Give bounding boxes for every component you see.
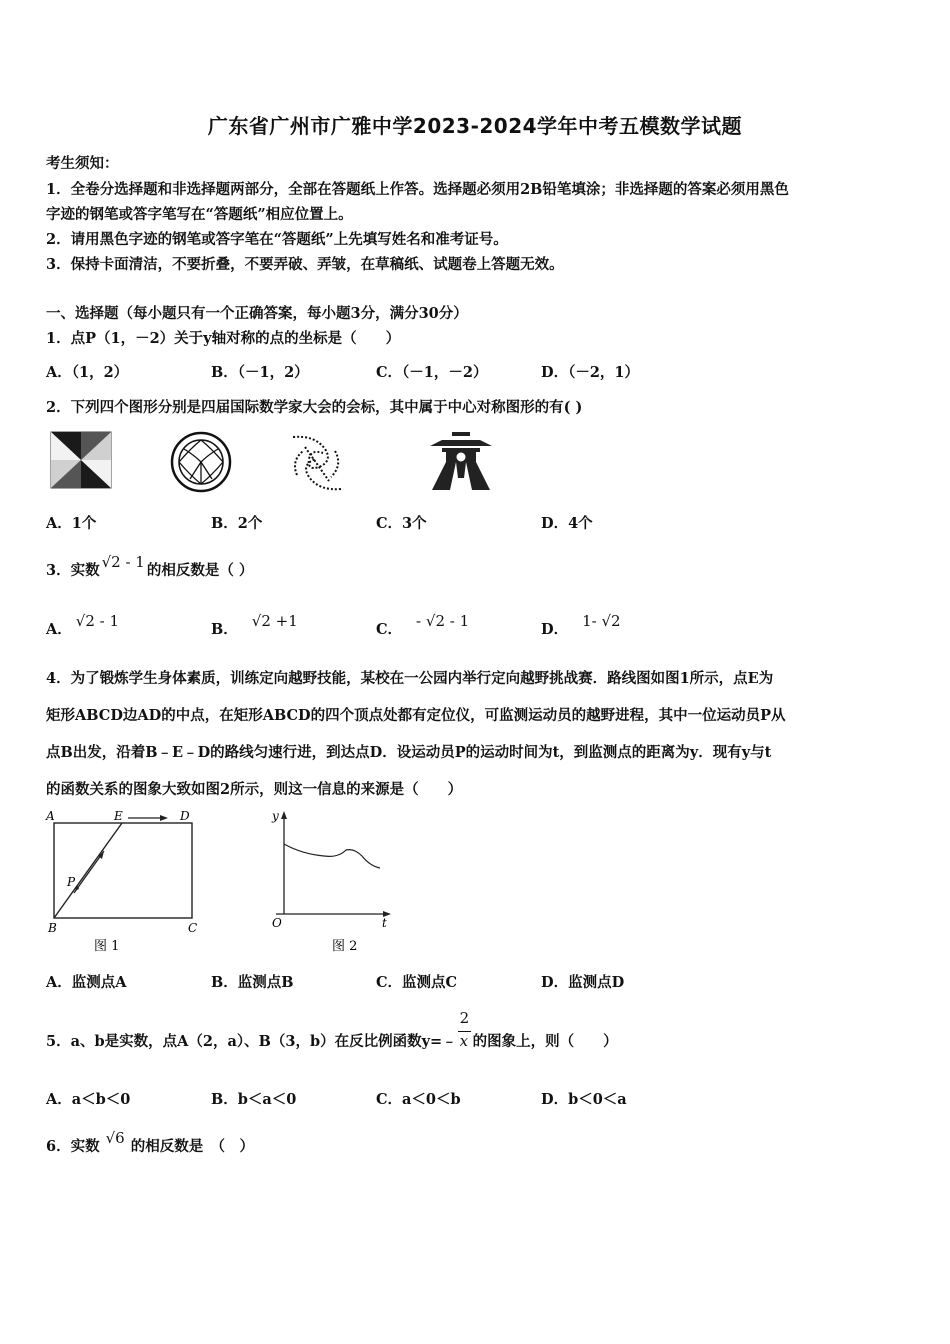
logo-1-pinwheel	[50, 431, 112, 489]
fig1-label-c: C	[188, 921, 198, 935]
q3-option-d-expression: 1- √2	[582, 612, 621, 630]
q4-option-c: C．监测点C	[376, 974, 458, 991]
fig1-label-e: E	[114, 809, 123, 823]
q3-stem-pre: 3．实数	[46, 562, 100, 579]
fig1-label-b: B	[48, 921, 57, 935]
logo-4-pagoda	[428, 432, 494, 494]
notice-item-1b: 字迹的钢笔或答字笔写在“答题纸”相应位置上。	[46, 206, 353, 223]
q4-line-2: 矩形ABCD边AD的中点，在矩形ABCD的四个顶点处都有定位仪，可监测运动员的越野进程，其中一位运动员P从	[46, 707, 786, 724]
q2-option-c: C．3个	[376, 515, 427, 532]
q4-option-b: B．监测点B	[211, 974, 294, 991]
fig2-label-t: t	[382, 916, 387, 930]
q3-stem-expression: √2 - 1	[101, 553, 145, 571]
q2-stem: 2．下列四个图形分别是四届国际数学家大会的会标，其中属于中心对称图形的有( )	[46, 399, 583, 416]
q2-option-a: A．1个	[46, 515, 97, 532]
q5-option-c: C．a＜0＜b	[376, 1091, 461, 1108]
fig2-caption: 图 2	[332, 939, 358, 954]
q1-stem: 1．点P（1，－2）关于y轴对称的点的坐标是（ ）	[46, 330, 401, 347]
q5-stem-post: 的图象上，则（ ）	[472, 1033, 618, 1050]
fig1-label-p: P	[67, 875, 76, 889]
q3-stem	[46, 553, 254, 580]
q5-option-a: A．a＜b＜0	[46, 1091, 131, 1108]
q3-option-c	[376, 612, 470, 639]
q3-option-b-label: B．	[211, 621, 238, 638]
fig1-label-a: A	[46, 809, 55, 823]
logo-2-circle	[170, 431, 232, 493]
q6-stem-pre: 6．实数	[46, 1138, 100, 1155]
q5-option-d: D．b＜0＜a	[541, 1091, 627, 1108]
q3-stem-post: 的相反数是（ ）	[146, 562, 254, 579]
q3-option-a-label: A．	[46, 621, 72, 638]
fig1-caption: 图 1	[94, 939, 120, 954]
q3-option-d	[541, 612, 621, 639]
q3-option-d-label: D．	[541, 621, 569, 638]
q4-line-3: 点B出发，沿着B﹣E﹣D的路线匀速行进，到达点D．设运动员P的运动时间为t，到监测点的距离为y．现有y与t	[46, 744, 772, 761]
notice-item-1a: 1．全卷分选择题和非选择题两部分，全部在答题纸上作答。选择题必须用2B铅笔填涂；非选择题的答案必须用黑色	[46, 181, 789, 198]
q3-option-a	[46, 612, 120, 639]
fig2-label-o: O	[272, 916, 282, 930]
q5-fraction-numerator: 2	[459, 1009, 470, 1027]
q2-option-d: D．4个	[541, 515, 593, 532]
q1-option-d: D．（－2，1）	[541, 364, 640, 381]
q3-option-b-expression: √2 +1	[251, 612, 298, 630]
q4-line-4: 的函数关系的图象大致如图2所示，则这一信息的来源是（ ）	[46, 781, 463, 798]
q6-stem	[46, 1129, 254, 1156]
q1-option-c: C．（－1，－2）	[376, 364, 488, 381]
q5-option-b: B．b＜a＜0	[211, 1091, 297, 1108]
q2-option-b: B．2个	[211, 515, 263, 532]
fig1-label-d: D	[180, 809, 190, 823]
notice-item-2: 2．请用黑色字迹的钢笔或答字笔在“答题纸”上先填写姓名和准考证号。	[46, 231, 508, 248]
logo-3-dotted-spiral	[285, 431, 349, 495]
q3-option-a-expression: √2 - 1	[75, 612, 120, 630]
q1-option-b: B．（－1，2）	[211, 364, 309, 381]
notice-item-3: 3．保持卡面清洁，不要折叠，不要弄破、弄皱，在草稿纸、试题卷上答题无效。	[46, 256, 564, 273]
q4-option-a: A．监测点A	[46, 974, 127, 991]
fig2-label-y: y	[272, 809, 279, 823]
q3-option-c-label: C．	[376, 621, 403, 638]
section-heading: 一、选择题（每小题只有一个正确答案，每小题3分，满分30分）	[46, 305, 468, 322]
notice-heading: 考生须知：	[46, 155, 119, 172]
q6-stem-expression: √6	[105, 1129, 125, 1147]
page-title: 广东省广州市广雅中学2023-2024学年中考五模数学试题	[207, 114, 743, 138]
q4-line-1: 4．为了锻炼学生身体素质，训练定向越野技能，某校在一公园内举行定向越野挑战赛．路线图如图1所示，点E为	[46, 670, 774, 687]
q4-figure-2	[262, 806, 402, 956]
q4-option-d: D．监测点D	[541, 974, 625, 991]
q1-option-a: A．（1，2）	[46, 364, 129, 381]
q5-stem-pre: 5．a、b是实数，点A（2，a）、B（3，b）在反比例函数y=﹣	[46, 1033, 457, 1050]
q5-fraction	[457, 1009, 473, 1050]
q6-stem-post: 的相反数是 （ ）	[130, 1138, 254, 1155]
q4-figure-1	[44, 806, 214, 956]
q3-option-c-expression: - √2 - 1	[416, 612, 470, 630]
q5-stem	[46, 1009, 618, 1051]
q3-option-b	[211, 612, 298, 639]
q5-fraction-denominator: x	[459, 1032, 469, 1050]
